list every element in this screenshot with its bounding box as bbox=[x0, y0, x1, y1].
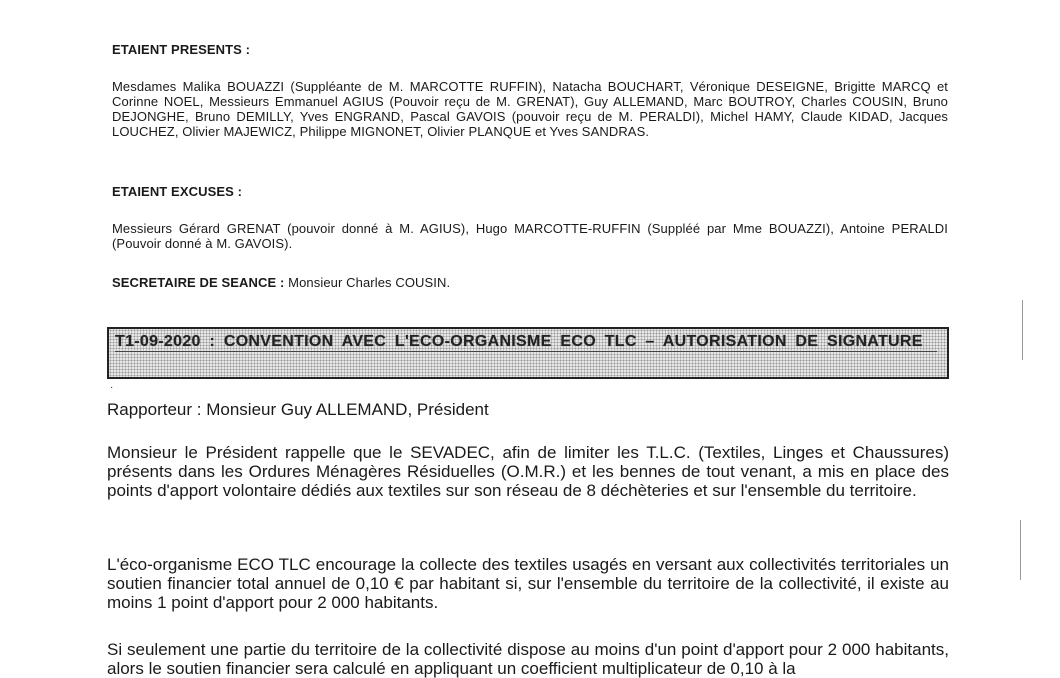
scan-mark: · bbox=[110, 382, 114, 393]
excuses-heading: ETAIENT EXCUSES : bbox=[112, 184, 243, 199]
excuses-list: Messieurs Gérard GRENAT (pouvoir donné à M. AGIUS), Hugo MARCOTTE-RUFFIN (Suppléé par Mme BOUAZZI), Antoine PERALDI (Pouvoir donné à M. GAVOIS). bbox=[112, 221, 948, 251]
rapporteur-line: Rapporteur : Monsieur Guy ALLEMAND, Président bbox=[107, 400, 489, 419]
scan-edge-line bbox=[1022, 300, 1023, 360]
secretaire-name: Monsieur Charles COUSIN. bbox=[284, 275, 451, 290]
secretaire-label: SECRETAIRE DE SEANCE : bbox=[112, 275, 285, 290]
paragraph-1: Monsieur le Président rappelle que le SEVADEC, afin de limiter les T.L.C. (Textiles, Linges et Chaussures) présents dans les Ordures Ménagères Résiduelles (O.M.R.) et les bennes de tout venant, a mis en place des points d'apport volontaire dédiés aux textiles sur son réseau de 8 déchèteries et sur l'ensemble du territoire. bbox=[107, 443, 949, 500]
title-underline bbox=[115, 351, 937, 352]
presents-list: Mesdames Malika BOUAZZI (Suppléante de M. MARCOTTE RUFFIN), Natacha BOUCHART, Véronique DESEIGNE, Brigitte MARCQ et Corinne NOEL, Messieurs Emmanuel AGIUS (Pouvoir reçu de M. GRENAT), Guy ALLEMAND, Marc BOUTROY, Charles COUSIN, Bruno DEJONGHE, Bruno DEMILLY, Yves ENGRAND, Pascal GAVOIS (pouvoir reçu de M. PERALDI), Michel HAMY, Claude KIDAD, Jacques LOUCHEZ, Olivier MAJEWICZ, Philippe MIGNONET, Olivier PLANQUE et Yves SANDRAS. bbox=[112, 79, 948, 139]
deliberation-title-box bbox=[107, 327, 949, 379]
paragraph-2: L'éco-organisme ECO TLC encourage la collecte des textiles usagés en versant aux collectivités territoriales un soutien financier total annuel de 0,10 € par habitant si, sur l'ensemble du territoire de la collectivité, il existe au moins 1 point d'apport pour 2 000 habitants. bbox=[107, 555, 949, 612]
secretaire-line bbox=[112, 275, 450, 290]
presents-heading: ETAIENT PRESENTS : bbox=[112, 42, 251, 57]
scan-edge-line bbox=[1020, 520, 1021, 580]
deliberation-title: T1-09-2020 : CONVENTION AVEC L'ECO-ORGANISME ECO TLC – AUTORISATION DE SIGNATURE bbox=[115, 333, 923, 350]
paragraph-3: Si seulement une partie du territoire de la collectivité dispose au moins d'un point d'apport pour 2 000 habitants, alors le soutien financier sera calculé en appliquant un coefficient multiplicateur de 0,10 à la bbox=[107, 640, 949, 678]
